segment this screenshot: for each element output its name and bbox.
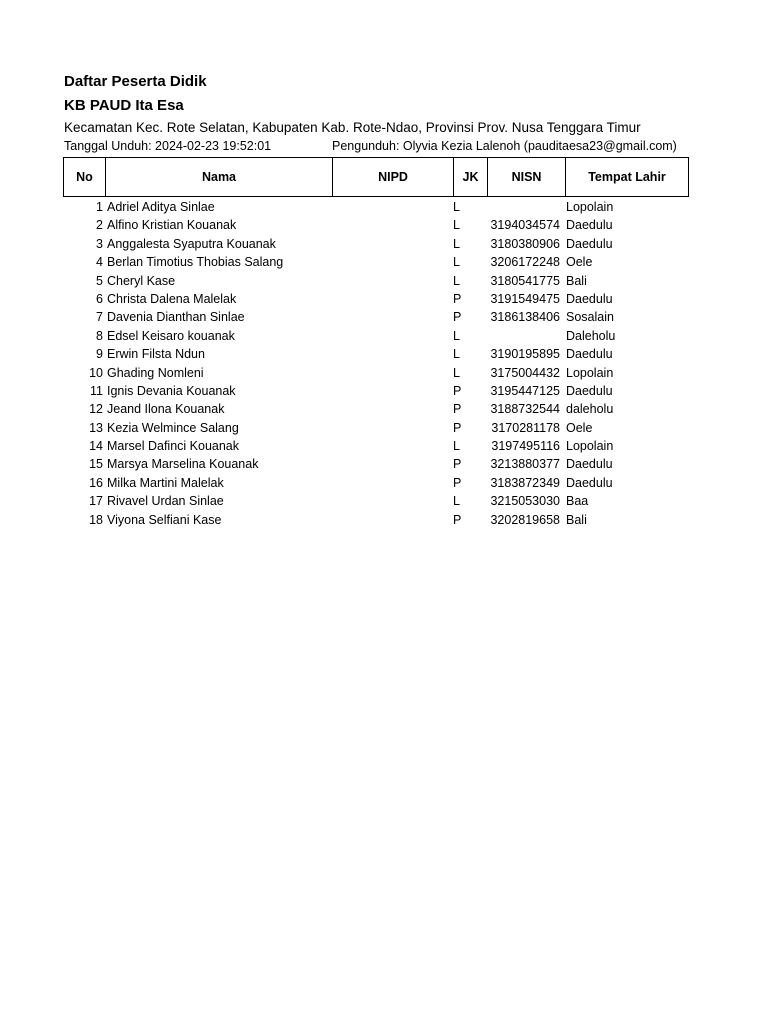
row-jk: L xyxy=(453,439,460,454)
header-no: No xyxy=(64,158,106,197)
row-tempat-lahir: Daedulu xyxy=(566,291,613,306)
row-nisn: 3180380906 xyxy=(490,236,560,251)
row-tempat-lahir: Oele xyxy=(566,255,593,270)
table-row xyxy=(63,437,688,455)
row-tempat-lahir: Baa xyxy=(566,494,589,509)
row-nama: Erwin Filsta Ndun xyxy=(107,347,205,362)
row-nisn: 3186138406 xyxy=(490,310,560,325)
row-tempat-lahir: Daedulu xyxy=(566,475,613,490)
row-jk: L xyxy=(453,494,460,509)
table-row xyxy=(63,419,688,437)
table-row xyxy=(63,235,688,253)
row-tempat-lahir: Oele xyxy=(566,420,593,435)
row-nisn: 3190195895 xyxy=(490,347,560,362)
row-jk: P xyxy=(453,420,462,435)
table-row xyxy=(63,198,688,216)
row-tempat-lahir: Daedulu xyxy=(566,383,613,398)
row-nisn: 3202819658 xyxy=(490,512,560,527)
row-jk: L xyxy=(453,365,460,380)
row-nama: Marsel Dafinci Kouanak xyxy=(107,439,240,454)
table-row xyxy=(63,455,688,473)
row-jk: L xyxy=(453,328,460,343)
row-nama: Jeand Ilona Kouanak xyxy=(107,402,225,417)
row-no: 6 xyxy=(96,291,103,306)
row-tempat-lahir: daleholu xyxy=(566,402,614,417)
row-tempat-lahir: Daedulu xyxy=(566,457,613,472)
location-line: Kecamatan Kec. Rote Selatan, Kabupaten Kab. Rote-Ndao, Provinsi Prov. Nusa Tenggara Timur xyxy=(64,120,641,135)
header-nipd: NIPD xyxy=(333,158,454,197)
document-title: Daftar Peserta Didik xyxy=(64,73,207,90)
row-tempat-lahir: Daedulu xyxy=(566,236,613,251)
row-jk: L xyxy=(453,236,460,251)
table-row xyxy=(63,327,688,345)
row-tempat-lahir: Bali xyxy=(566,512,587,527)
row-no: 1 xyxy=(96,200,103,214)
table-row xyxy=(63,345,688,363)
row-nama: Berlan Timotius Thobias Salang xyxy=(107,255,284,270)
row-nisn: 3213880377 xyxy=(490,457,560,472)
row-no: 18 xyxy=(89,512,103,527)
row-no: 17 xyxy=(89,494,103,509)
row-nisn: 3188732544 xyxy=(490,402,560,417)
row-nama: Davenia Dianthan Sinlae xyxy=(107,310,245,325)
row-nisn: 3206172248 xyxy=(490,255,560,270)
row-jk: P xyxy=(453,512,462,527)
row-no: 11 xyxy=(90,383,103,398)
row-no: 7 xyxy=(96,310,103,325)
row-nisn: 3194034574 xyxy=(490,218,560,233)
row-tempat-lahir: Sosalain xyxy=(566,310,614,325)
row-jk: P xyxy=(453,402,462,417)
row-jk: P xyxy=(453,310,462,325)
row-tempat-lahir: Lopolain xyxy=(566,439,614,454)
row-nama: Milka Martini Malelak xyxy=(107,475,224,490)
row-jk: L xyxy=(453,273,460,288)
row-nama: Christa Dalena Malelak xyxy=(107,291,237,306)
row-tempat-lahir: Lopolain xyxy=(566,200,614,214)
downloader: Pengunduh: Olyvia Kezia Lalenoh (pauditaesa23@gmail.com) xyxy=(332,139,677,153)
row-no: 9 xyxy=(96,347,103,362)
header-nama: Nama xyxy=(106,158,333,197)
row-jk: P xyxy=(453,475,462,490)
table-header xyxy=(63,157,689,197)
row-nisn: 3180541775 xyxy=(490,273,560,288)
row-jk: L xyxy=(453,218,460,233)
row-nama: Viyona Selfiani Kase xyxy=(107,512,222,527)
table-row xyxy=(63,400,688,418)
row-jk: L xyxy=(453,347,460,362)
row-no: 10 xyxy=(89,365,103,380)
row-nama: Adriel Aditya Sinlae xyxy=(107,200,215,214)
header-nisn: NISN xyxy=(488,158,566,197)
row-tempat-lahir: Daedulu xyxy=(566,347,613,362)
row-nama: Marsya Marselina Kouanak xyxy=(107,457,259,472)
header-jk: JK xyxy=(454,158,488,197)
student-table-body xyxy=(63,198,688,529)
header-row xyxy=(64,158,689,197)
row-tempat-lahir: Daleholu xyxy=(566,328,616,343)
row-nisn: 3195447125 xyxy=(490,383,560,398)
row-nama: Alfino Kristian Kouanak xyxy=(107,218,237,233)
row-no: 13 xyxy=(89,420,103,435)
row-nama: Edsel Keisaro kouanak xyxy=(107,328,235,343)
row-jk: L xyxy=(453,255,460,270)
row-nama: Ignis Devania Kouanak xyxy=(107,383,236,398)
row-no: 8 xyxy=(96,328,103,343)
row-no: 4 xyxy=(96,255,103,270)
table-row xyxy=(63,364,688,382)
row-no: 14 xyxy=(89,439,103,454)
row-no: 12 xyxy=(89,402,103,417)
school-name: KB PAUD Ita Esa xyxy=(64,97,184,114)
row-nisn: 3175004432 xyxy=(490,365,560,380)
row-no: 5 xyxy=(96,273,103,288)
table-row xyxy=(63,382,688,400)
table-row xyxy=(63,272,688,290)
row-nama: Ghading Nomleni xyxy=(107,365,204,380)
row-jk: P xyxy=(453,383,462,398)
row-jk: L xyxy=(453,200,460,214)
row-nisn: 3197495116 xyxy=(491,439,560,454)
table-row xyxy=(63,308,688,326)
download-date: Tanggal Unduh: 2024-02-23 19:52:01 xyxy=(64,139,272,153)
row-no: 2 xyxy=(96,218,103,233)
row-no: 16 xyxy=(89,475,103,490)
row-nisn: 3170281178 xyxy=(491,420,560,435)
row-nama: Rivavel Urdan Sinlae xyxy=(107,494,224,509)
table-row xyxy=(63,511,688,529)
table-row xyxy=(63,492,688,510)
row-nisn: 3183872349 xyxy=(490,475,560,490)
row-no: 15 xyxy=(89,457,103,472)
row-nama: Kezia Welmince Salang xyxy=(107,420,239,435)
table-row xyxy=(63,290,688,308)
row-tempat-lahir: Bali xyxy=(566,273,587,288)
table-row xyxy=(63,253,688,271)
row-tempat-lahir: Lopolain xyxy=(566,365,614,380)
row-nama: Cheryl Kase xyxy=(107,273,176,288)
row-no: 3 xyxy=(96,236,103,251)
row-tempat-lahir: Daedulu xyxy=(566,218,613,233)
table-row xyxy=(63,474,688,492)
header-tempat-lahir: Tempat Lahir xyxy=(566,158,689,197)
row-jk: P xyxy=(453,457,462,472)
table-row xyxy=(63,216,688,234)
row-nisn: 3215053030 xyxy=(490,494,560,509)
row-jk: P xyxy=(453,291,462,306)
row-nisn: 3191549475 xyxy=(490,291,560,306)
row-nama: Anggalesta Syaputra Kouanak xyxy=(107,236,276,251)
